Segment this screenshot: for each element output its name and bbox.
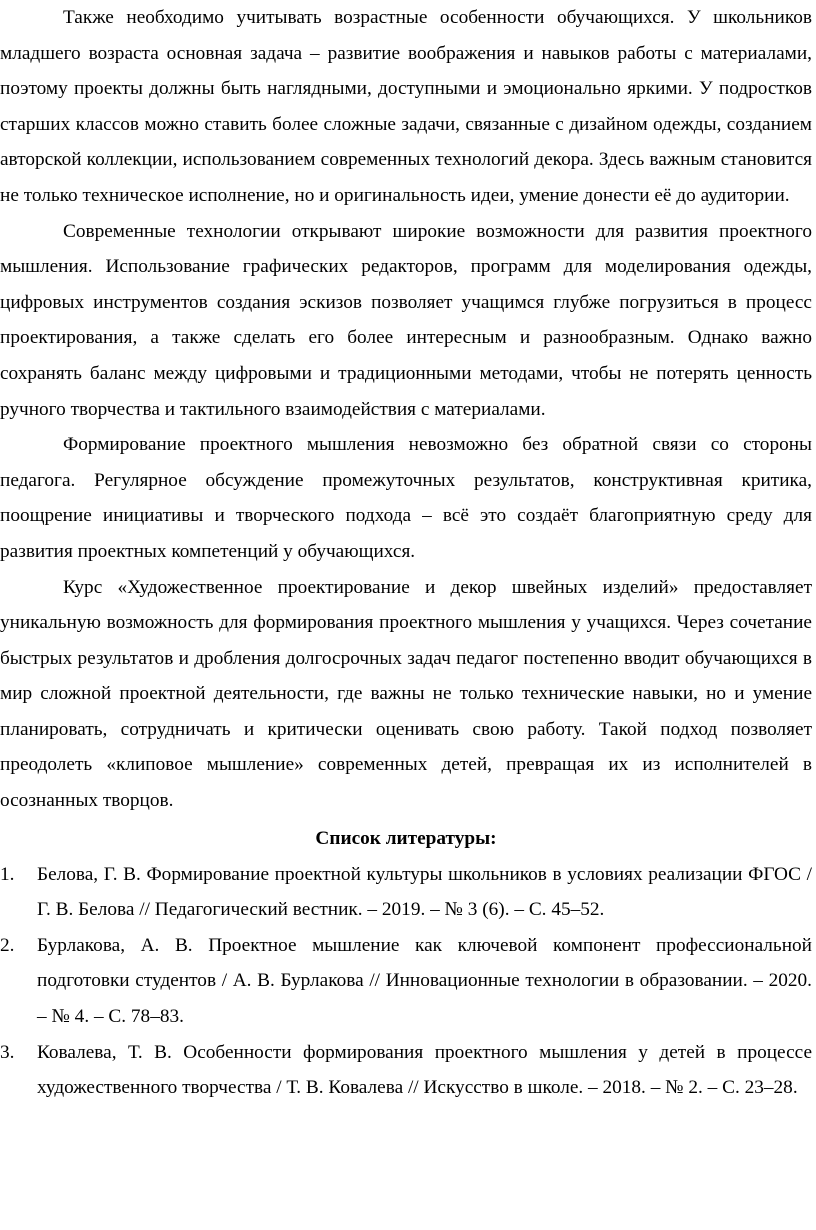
reference-number: 3.: [0, 1041, 15, 1063]
paragraph-modern-technologies: Современные технологии открывают широкие возможности для развития проектного мышления. Использование графических редакторов, программ для моделирования одежды, цифровых инструментов создания эскизов позволяет учащимся глубже погрузиться в процесс проектирования, а также сделать его более интересным и разнообразным. Однако важно сохранять баланс между цифровыми и традиционными методами, чтобы не потерять ценность ручного творчества и тактильного взаимодействия с материалами.: [0, 220, 812, 420]
reference-item: [0, 928, 812, 1035]
reference-item: [0, 857, 812, 928]
paragraph-age-features: Также необходимо учитывать возрастные особенности обучающихся. У школьников младшего возраста основная задача – развитие воображения и навыков работы с материалами, поэтому проекты должны быть наглядными, доступными и эмоционально яркими. У подростков старших классов можно ставить более сложные задачи, связанные с дизайном одежды, созданием авторской коллекции, использованием современных технологий декора. Здесь важным становится не только техническое исполнение, но и оригинальность идеи, умение донести её до аудитории.: [0, 7, 812, 206]
reference-text: Бурлакова, А. В. Проектное мышление как ключевой компонент профессиональной подготовки студентов / А. В. Бурлакова // Инновационные технологии в образовании. – 2020. – № 4. – С. 78–83.: [37, 934, 812, 1028]
references-title: Список литературы:: [315, 827, 497, 849]
reference-number: 2.: [0, 934, 15, 956]
paragraph-course-conclusion: Курс «Художественное проектирование и декор швейных изделий» предоставляет уникальную возможность для формирования проектного мышления у учащихся. Через сочетание быстрых результатов и дробления долгосрочных задач педагог постепенно вводит обучающихся в мир сложной проектной деятельности, где важны не только технические навыки, но и умение планировать, сотрудничать и критически оценивать свою работу. Такой подход позволяет преодолеть «клиповое мышление» современных детей, превращая их из исполнителей в осознанных творцов.: [0, 576, 812, 812]
reference-item: [0, 1035, 812, 1106]
reference-text: Ковалева, Т. В. Особенности формирования проектного мышления у детей в процессе художественного творчества / Т. В. Ковалева // Искусство в школе. – 2018. – № 2. – С. 23–28.: [37, 1041, 812, 1099]
references-list: [0, 857, 812, 1106]
reference-text: Белова, Г. В. Формирование проектной культуры школьников в условиях реализации ФГОС / Г. В. Белова // Педагогический вестник. – 2019. – № 3 (6). – С. 45–52.: [37, 863, 812, 921]
reference-number: 1.: [0, 863, 15, 885]
paragraph-feedback: Формирование проектного мышления невозможно без обратной связи со стороны педагога. Регулярное обсуждение промежуточных результатов, конструктивная критика, поощрение инициативы и творческого подхода – всё это создаёт благоприятную среду для развития проектных компетенций у обучающихся.: [0, 434, 812, 562]
